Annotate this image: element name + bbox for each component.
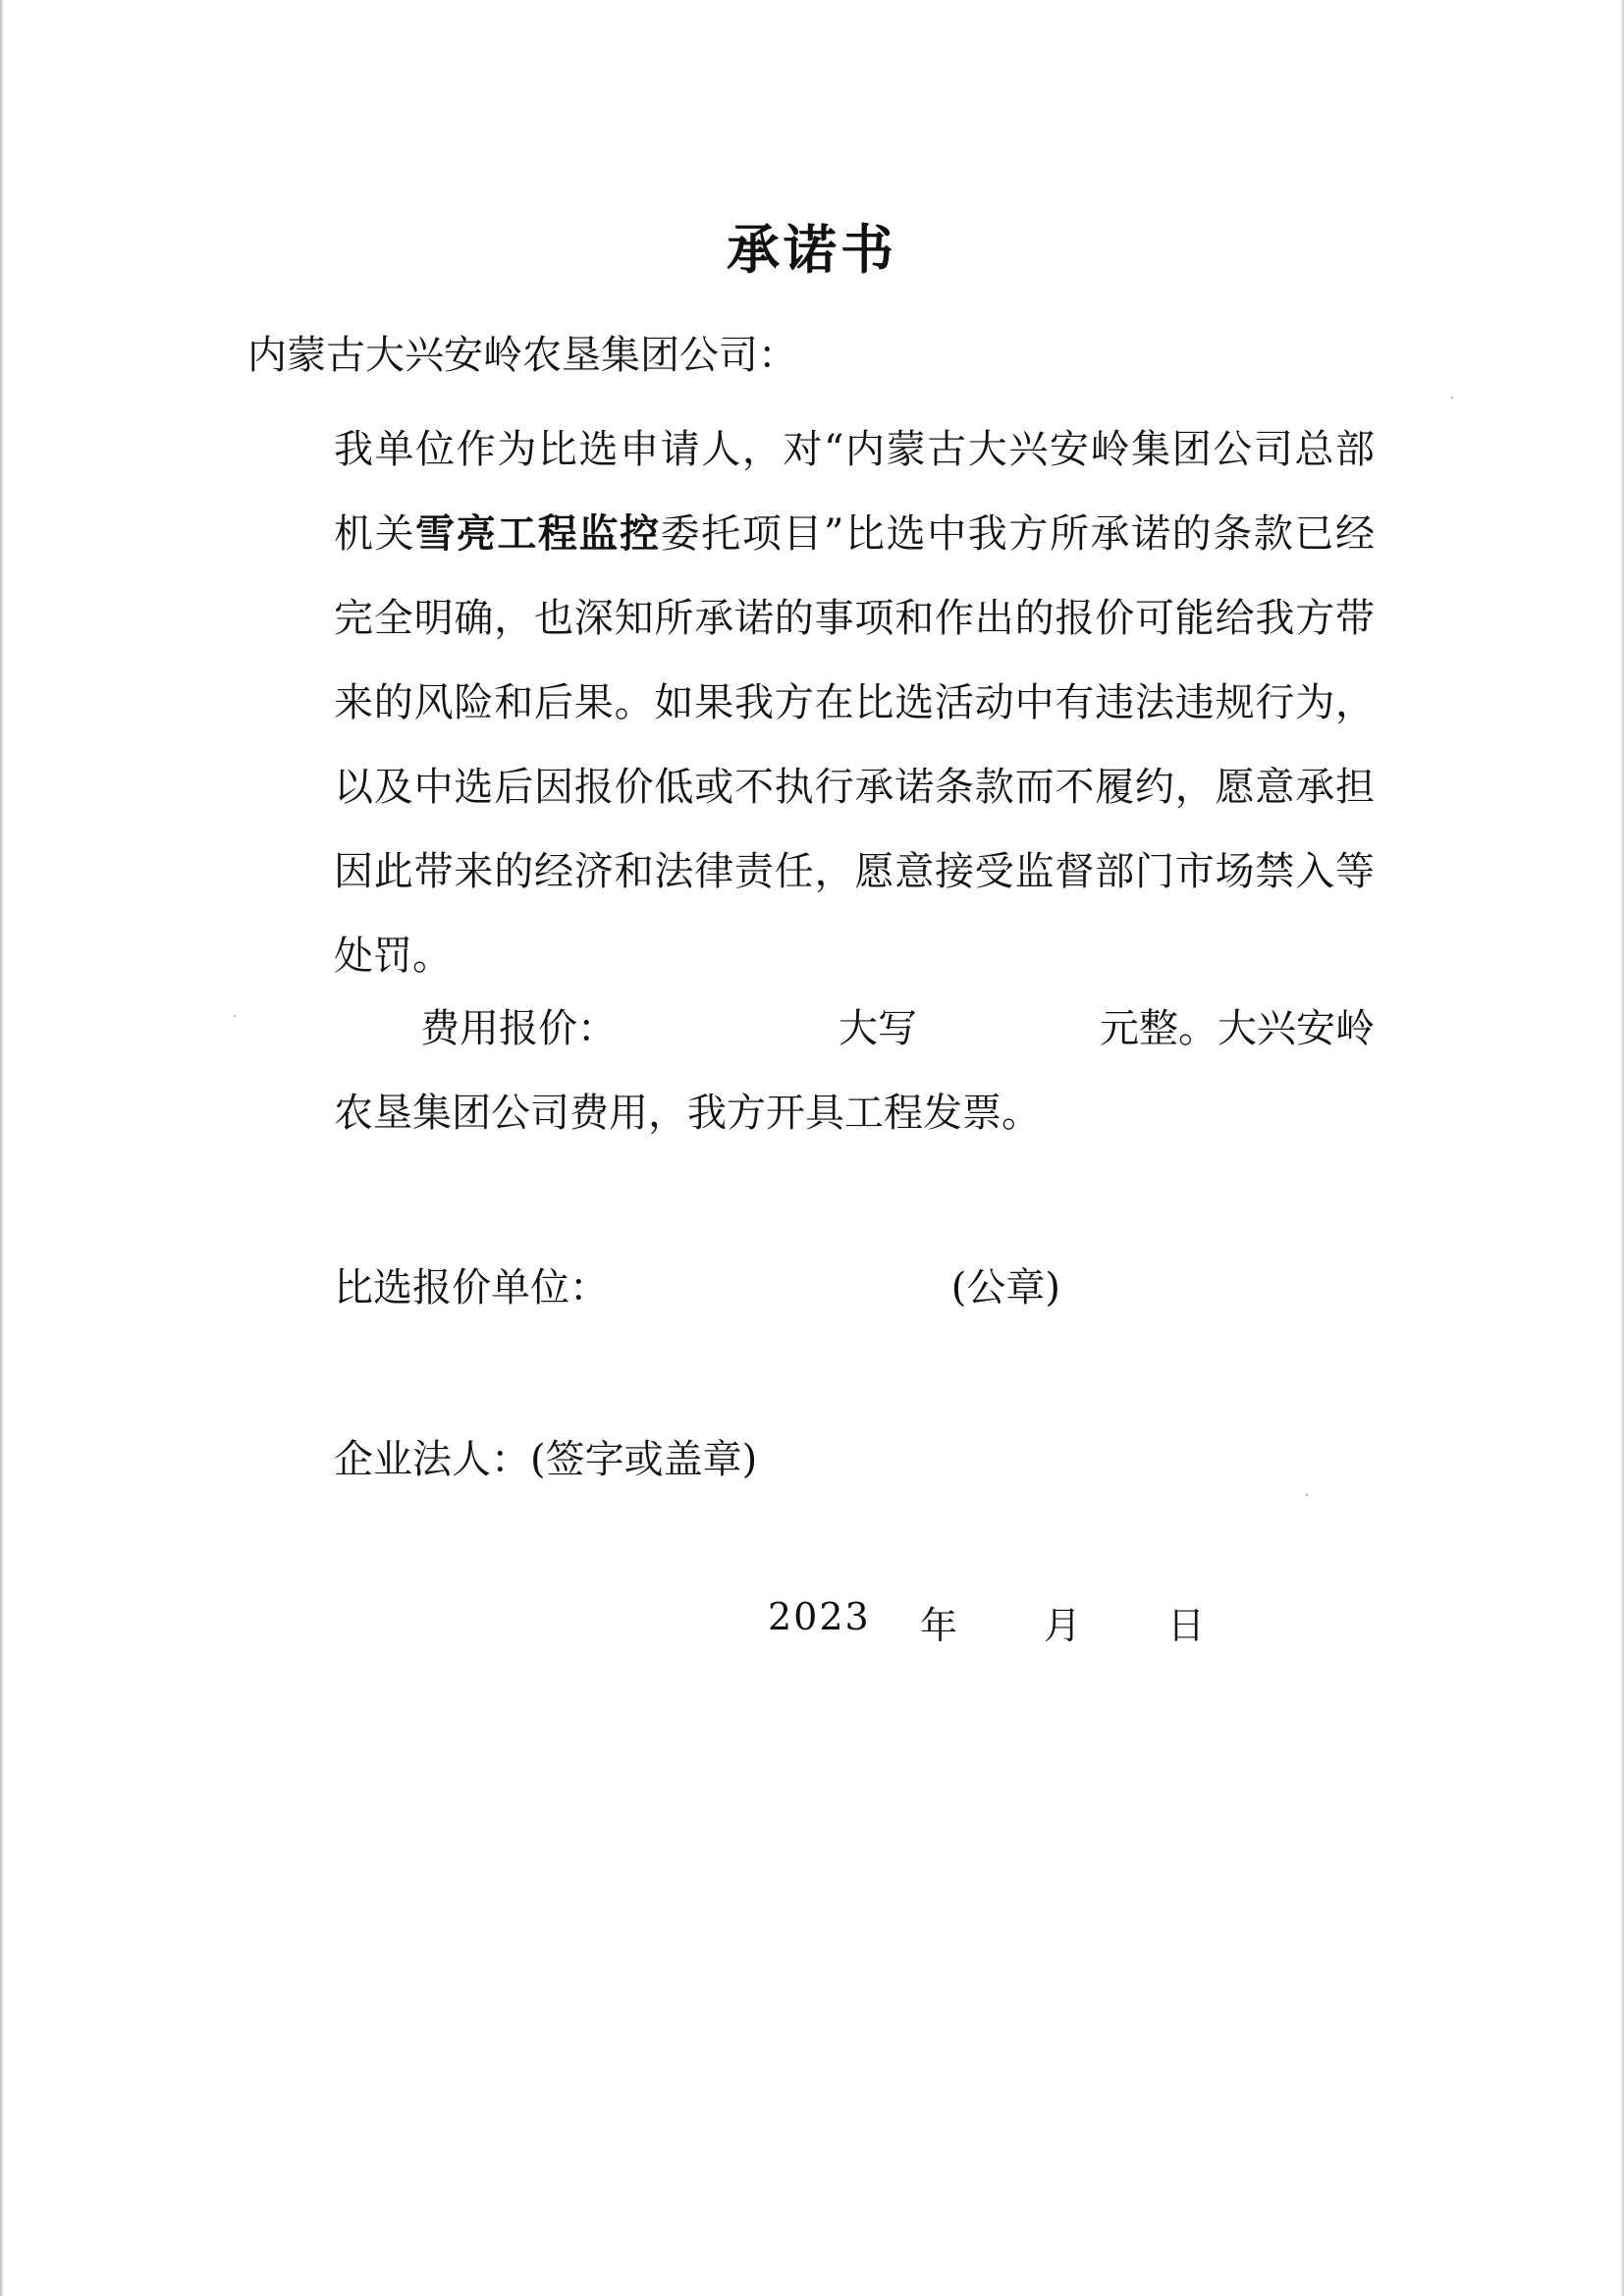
fee-daxie: 大写 (839, 1006, 917, 1051)
official-seal-note: (公章) (950, 1265, 1060, 1310)
fee-amount-blank (659, 987, 796, 1071)
fee-daxie-blank (959, 987, 1057, 1071)
scan-edge-right (1620, 0, 1624, 2296)
date-line (768, 1595, 1246, 1649)
commitment-text-part2: 委托项目”比选中我方所承诺的条款已经完全明确，也深知所承诺的事项和作出的报价可能给我方带来的风险和后果。如果我方在比选活动中有违法违规行为，以及中选后因报价低或不执行承诺条款而不履约，愿意承担因此带来的经济和法律责任，愿意接受监督部门市场禁入等处罚。 (334, 511, 1376, 979)
fee-line-2: 农垦集团公司费用，我方开具工程发票。 (334, 1091, 1041, 1136)
project-name-bold: 雪亮工程监控 (415, 511, 661, 557)
scan-edge-left (0, 0, 4, 2296)
document-title: 承诺书 (727, 219, 897, 281)
date-day-char: 日 (1167, 1604, 1206, 1647)
commitment-paragraph (334, 407, 1375, 998)
date-month-char: 月 (1044, 1604, 1082, 1647)
bidder-unit-label: 比选报价单位： (334, 1265, 609, 1310)
fee-paragraph (334, 987, 1375, 1155)
fee-label: 费用报价： (420, 1006, 617, 1051)
date-year: 2023 (768, 1595, 871, 1638)
fee-yuanzheng: 元整。大兴安岭 (1100, 1006, 1375, 1051)
commitment-text-part1: 我单位作为比选申请人，对“内蒙古大兴安岭集团公司总部机关 (334, 427, 1375, 557)
scan-speck (1451, 397, 1453, 399)
fee-line-1 (334, 987, 1375, 1071)
addressee: 内蒙古大兴安岭农垦集团公司： (247, 333, 797, 378)
bidder-unit-line (334, 1256, 1060, 1312)
scan-speck (234, 1015, 236, 1017)
legal-representative-line: 企业法人：(签字或盖章) (334, 1437, 758, 1482)
date-year-char: 年 (920, 1604, 958, 1647)
scan-speck (1306, 1494, 1308, 1496)
